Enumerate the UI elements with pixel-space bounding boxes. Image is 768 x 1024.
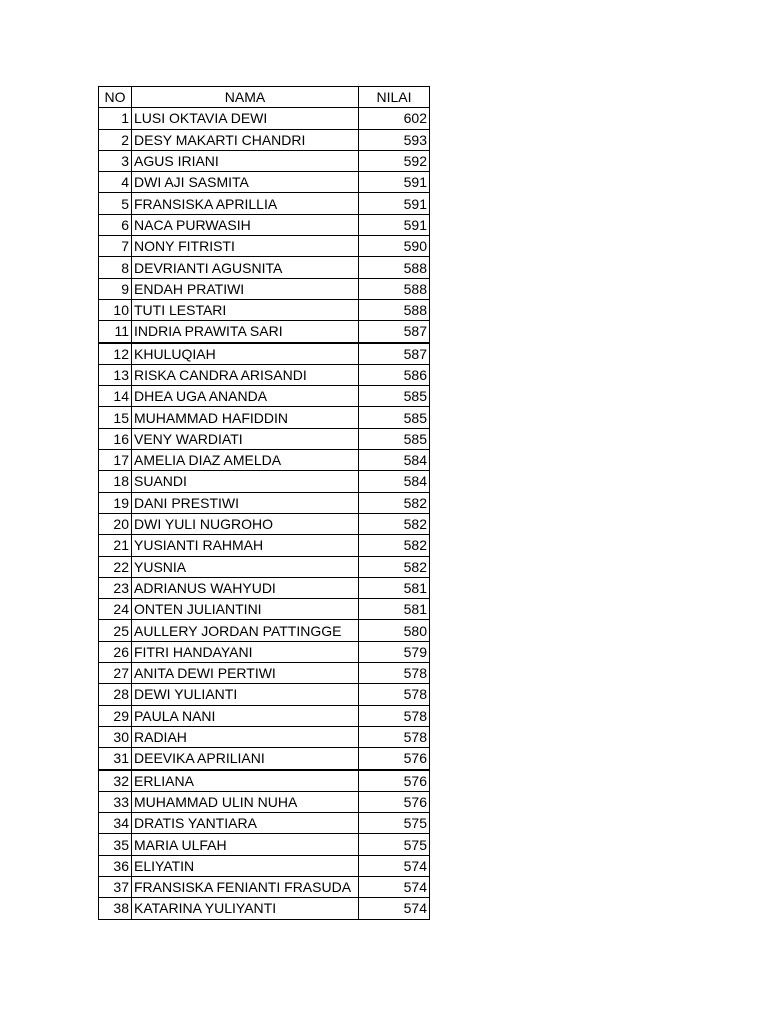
row-score: 578 [359,726,430,747]
row-number: 12 [99,343,132,365]
row-score: 602 [359,108,430,129]
table-row [99,108,430,129]
row-score: 584 [359,471,430,492]
table-row [99,876,430,897]
row-number: 4 [99,172,132,193]
row-name: YUSNIA [132,556,359,577]
row-number: 15 [99,407,132,428]
row-number: 38 [99,898,132,919]
row-score: 579 [359,641,430,662]
row-score: 576 [359,770,430,792]
row-name: TUTI LESTARI [132,299,359,320]
header-row [99,87,430,108]
table-body [99,108,430,919]
table-row [99,641,430,662]
row-name: MUHAMMAD ULIN NUHA [132,791,359,812]
table-row [99,855,430,876]
row-score: 582 [359,492,430,513]
row-number: 25 [99,620,132,641]
table-header [99,87,430,108]
table-row [99,257,430,278]
row-name: ONTEN JULIANTINI [132,599,359,620]
row-name: FRANSISKA APRILLIA [132,193,359,214]
row-score: 587 [359,343,430,365]
row-score: 574 [359,898,430,919]
table-row [99,599,430,620]
row-number: 18 [99,471,132,492]
row-name: ADRIANUS WAHYUDI [132,577,359,598]
row-name: DANI PRESTIWI [132,492,359,513]
row-score: 588 [359,278,430,299]
row-number: 29 [99,705,132,726]
table-row [99,214,430,235]
table-row [99,193,430,214]
row-name: DEWI YULIANTI [132,684,359,705]
row-score: 585 [359,407,430,428]
row-number: 30 [99,726,132,747]
row-score: 584 [359,450,430,471]
table-row [99,343,430,365]
row-number: 35 [99,834,132,855]
row-name: KHULUQIAH [132,343,359,365]
score-table [98,86,430,920]
row-score: 574 [359,876,430,897]
row-number: 28 [99,684,132,705]
row-score: 588 [359,299,430,320]
row-name: ANITA DEWI PERTIWI [132,663,359,684]
header-nilai: NILAI [359,87,430,108]
table-row [99,407,430,428]
row-score: 587 [359,321,430,343]
row-name: INDRIA PRAWITA SARI [132,321,359,343]
row-number: 2 [99,129,132,150]
row-score: 591 [359,193,430,214]
row-score: 591 [359,214,430,235]
row-number: 19 [99,492,132,513]
row-number: 1 [99,108,132,129]
row-score: 591 [359,172,430,193]
row-number: 32 [99,770,132,792]
row-number: 10 [99,299,132,320]
table-row [99,428,430,449]
row-score: 576 [359,748,430,770]
row-number: 22 [99,556,132,577]
row-name: DHEA UGA ANANDA [132,386,359,407]
table-row [99,236,430,257]
row-name: SUANDI [132,471,359,492]
table-row [99,129,430,150]
table-row [99,299,430,320]
row-name: MUHAMMAD HAFIDDIN [132,407,359,428]
row-score: 592 [359,150,430,171]
row-number: 8 [99,257,132,278]
row-name: DEEVIKA APRILIANI [132,748,359,770]
row-number: 11 [99,321,132,343]
header-no: NO [99,87,132,108]
table-row [99,471,430,492]
row-number: 6 [99,214,132,235]
row-score: 576 [359,791,430,812]
row-score: 582 [359,556,430,577]
row-score: 578 [359,705,430,726]
table-row [99,770,430,792]
row-score: 578 [359,663,430,684]
row-name: AULLERY JORDAN PATTINGGE [132,620,359,641]
row-number: 3 [99,150,132,171]
row-score: 581 [359,599,430,620]
table-row [99,663,430,684]
row-score: 574 [359,855,430,876]
table-row [99,492,430,513]
row-number: 23 [99,577,132,598]
row-name: ERLIANA [132,770,359,792]
row-number: 24 [99,599,132,620]
row-score: 588 [359,257,430,278]
row-number: 33 [99,791,132,812]
row-name: RISKA CANDRA ARISANDI [132,364,359,385]
row-score: 586 [359,364,430,385]
row-name: ELIYATIN [132,855,359,876]
row-number: 36 [99,855,132,876]
table-row [99,684,430,705]
table-row [99,513,430,534]
row-name: MARIA ULFAH [132,834,359,855]
table-row [99,726,430,747]
table-row [99,705,430,726]
row-number: 9 [99,278,132,299]
row-name: DWI AJI SASMITA [132,172,359,193]
row-name: KATARINA YULIYANTI [132,898,359,919]
row-name: DEVRIANTI AGUSNITA [132,257,359,278]
row-name: DWI YULI NUGROHO [132,513,359,534]
row-number: 14 [99,386,132,407]
table-row [99,172,430,193]
row-name: AGUS IRIANI [132,150,359,171]
table-row [99,748,430,770]
row-number: 17 [99,450,132,471]
table-row [99,150,430,171]
table-row [99,577,430,598]
table-row [99,386,430,407]
row-name: FRANSISKA FENIANTI FRASUDA [132,876,359,897]
row-name: LUSI OKTAVIA DEWI [132,108,359,129]
table-row [99,556,430,577]
header-nama: NAMA [132,87,359,108]
row-name: ENDAH PRATIWI [132,278,359,299]
row-score: 590 [359,236,430,257]
table-row [99,535,430,556]
row-name: DESY MAKARTI CHANDRI [132,129,359,150]
row-name: DRATIS YANTIARA [132,813,359,834]
row-score: 575 [359,813,430,834]
table-row [99,834,430,855]
row-score: 593 [359,129,430,150]
table-row [99,321,430,343]
row-number: 34 [99,813,132,834]
row-score: 578 [359,684,430,705]
table-row [99,791,430,812]
row-score: 582 [359,535,430,556]
row-name: FITRI HANDAYANI [132,641,359,662]
row-name: NONY FITRISTI [132,236,359,257]
row-number: 27 [99,663,132,684]
row-name: VENY WARDIATI [132,428,359,449]
row-number: 16 [99,428,132,449]
row-score: 575 [359,834,430,855]
table-row [99,364,430,385]
row-score: 585 [359,386,430,407]
table-row [99,278,430,299]
row-name: AMELIA DIAZ AMELDA [132,450,359,471]
table-row [99,813,430,834]
table-row [99,898,430,919]
row-number: 7 [99,236,132,257]
row-name: PAULA NANI [132,705,359,726]
row-number: 13 [99,364,132,385]
row-number: 31 [99,748,132,770]
row-name: NACA PURWASIH [132,214,359,235]
row-number: 26 [99,641,132,662]
row-number: 21 [99,535,132,556]
table-row [99,450,430,471]
table-row [99,620,430,641]
row-score: 580 [359,620,430,641]
row-name: RADIAH [132,726,359,747]
row-number: 37 [99,876,132,897]
row-name: YUSIANTI RAHMAH [132,535,359,556]
row-score: 585 [359,428,430,449]
row-score: 582 [359,513,430,534]
row-number: 5 [99,193,132,214]
row-number: 20 [99,513,132,534]
row-score: 581 [359,577,430,598]
